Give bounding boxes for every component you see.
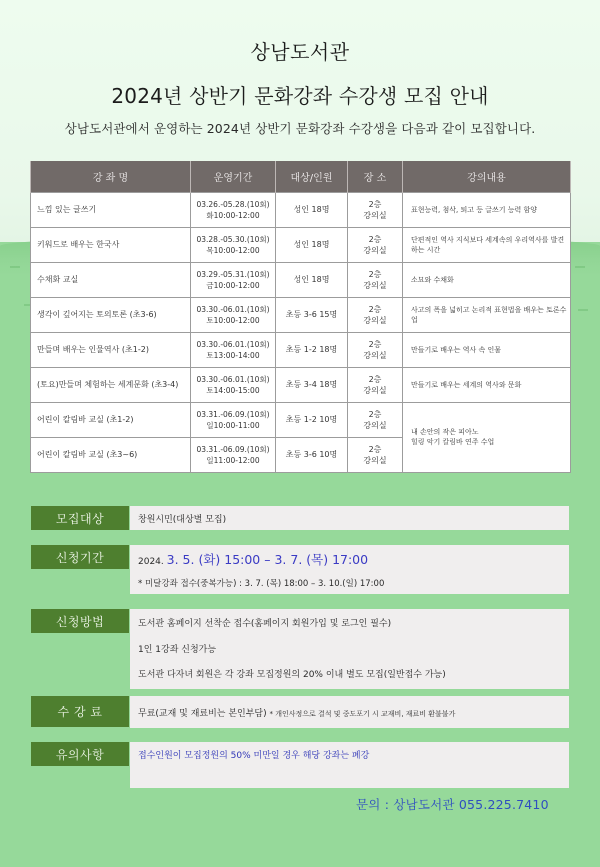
contact-info: 문의 : 상남도서관 055.225.7410 — [356, 797, 549, 812]
grass-decoration — [578, 305, 588, 311]
course-period — [191, 332, 276, 367]
period-main-line — [138, 550, 368, 568]
course-place — [348, 402, 403, 437]
place-room: 강의실 — [363, 210, 387, 220]
period-time: 금10:00-12:00 — [206, 280, 260, 290]
target-box — [130, 506, 569, 530]
col-header-target: 대상/인원 — [276, 161, 348, 192]
period-dates: 03.31.-06.09.(10회) — [196, 409, 270, 419]
course-period — [191, 367, 276, 402]
notice-label: 유의사항 — [31, 742, 129, 766]
course-content: 만들기로 배우는 역사 속 인물 — [403, 332, 571, 367]
place-floor: 2층 — [368, 269, 382, 279]
course-period — [191, 437, 276, 472]
content-line: 힐링 악기 칼림바 연주 수업 — [411, 438, 495, 446]
course-target: 성인 18명 — [276, 192, 348, 227]
course-period — [191, 262, 276, 297]
course-target: 초등 3-4 18명 — [276, 367, 348, 402]
target-text: 창원시민(대상별 모집) — [138, 515, 227, 525]
period-time: 토14:00-15:00 — [206, 385, 260, 395]
course-table — [30, 161, 571, 473]
place-floor: 2층 — [368, 374, 382, 384]
place-room: 강의실 — [363, 455, 387, 465]
course-place — [348, 367, 403, 402]
method-line: 도서관 홈페이지 선착순 접수(홈페이지 회원가입 및 로그인 필수) — [138, 619, 392, 629]
period-dates: 03.31.-06.09.(10회) — [196, 444, 270, 454]
target-label: 모집대상 — [31, 506, 129, 530]
course-place — [348, 437, 403, 472]
place-room: 강의실 — [363, 385, 387, 395]
course-content: 표현능력, 첨삭, 퇴고 등 글쓰기 능력 함양 — [403, 192, 571, 227]
course-place — [348, 262, 403, 297]
course-content: 만들기로 배우는 세계의 역사와 문화 — [403, 367, 571, 402]
fee-label: 수 강 료 — [31, 696, 129, 727]
course-place — [348, 192, 403, 227]
col-header-place: 장 소 — [348, 161, 403, 192]
course-place — [348, 297, 403, 332]
content-line: 내 손안의 작은 피아노 — [411, 428, 479, 436]
course-target: 초등 1-2 10명 — [276, 402, 348, 437]
course-target: 성인 18명 — [276, 262, 348, 297]
period-dates: 03.29.-05.31.(10회) — [196, 269, 270, 279]
place-floor: 2층 — [368, 339, 382, 349]
place-room: 강의실 — [363, 245, 387, 255]
course-name: 느낌 있는 글쓰기 — [31, 192, 191, 227]
period-time: 토13:00-14:00 — [206, 350, 260, 360]
course-target: 초등 3-6 10명 — [276, 437, 348, 472]
fee-box — [130, 696, 569, 728]
method-line: 1인 1강좌 신청가능 — [138, 645, 217, 655]
fee-note: * 개인사정으로 결석 및 중도포기 시 교재비, 재료비 환불불가 — [269, 710, 456, 718]
place-room: 강의실 — [363, 280, 387, 290]
method-box — [130, 609, 569, 689]
period-box — [130, 545, 569, 594]
grass-decoration — [575, 262, 585, 268]
place-room: 강의실 — [363, 315, 387, 325]
place-floor: 2층 — [368, 409, 382, 419]
table-row — [31, 332, 571, 367]
course-place — [348, 332, 403, 367]
course-content: 소묘와 수채화 — [403, 262, 571, 297]
course-name: 어린이 칼림바 교실 (초3~6) — [31, 437, 191, 472]
period-main: 3. 5. (화) 15:00 – 3. 7. (목) 17:00 — [166, 552, 369, 567]
notice-box — [130, 742, 569, 788]
org-title: 상남도서관 — [250, 40, 350, 64]
method-line: 도서관 다자녀 회원은 각 강좌 모집정원의 20% 이내 별도 모집(일반접수 가능) — [138, 670, 446, 680]
course-place — [348, 227, 403, 262]
course-name: 만들며 배우는 인물역사 (초1-2) — [31, 332, 191, 367]
place-room: 강의실 — [363, 350, 387, 360]
course-name: (토요)만들며 체험하는 세계문화 (초3-4) — [31, 367, 191, 402]
place-floor: 2층 — [368, 234, 382, 244]
page-subtitle: 상남도서관에서 운영하는 2024년 상반기 문화강좌 수강생을 다음과 같이 모집합니다. — [64, 121, 536, 136]
notice-text: 접수인원이 모집정원의 50% 미만일 경우 해당 강좌는 폐강 — [138, 751, 370, 761]
period-year: 2024. — [138, 557, 164, 567]
place-floor: 2층 — [368, 304, 382, 314]
period-time: 목10:00-12:00 — [206, 245, 260, 255]
grass-decoration — [10, 262, 20, 268]
period-time: 일11:00-12:00 — [206, 455, 260, 465]
period-dates: 03.30.-06.01.(10회) — [196, 304, 270, 314]
table-row — [31, 262, 571, 297]
table-row — [31, 192, 571, 227]
table-header-row — [31, 161, 571, 192]
table-row — [31, 402, 571, 437]
fee-text: 무료(교재 및 재료비는 본인부담) — [138, 709, 267, 719]
place-floor: 2층 — [368, 199, 382, 209]
page-title: 2024년 상반기 문화강좌 수강생 모집 안내 — [111, 84, 489, 108]
course-name: 키워드로 배우는 한국사 — [31, 227, 191, 262]
period-note: * 미달강좌 접수(중복가능) : 3. 7. (목) 18:00 – 3. 10.(일) 17:00 — [138, 579, 385, 589]
period-dates: 03.30.-06.01.(10회) — [196, 339, 270, 349]
table-row — [31, 297, 571, 332]
course-content: 사고의 폭을 넓히고 논리적 표현법을 배우는 토론수업 — [403, 297, 571, 332]
fee-line — [138, 706, 455, 719]
period-label: 신청기간 — [31, 545, 129, 569]
period-dates: 03.30.-06.01.(10회) — [196, 374, 270, 384]
course-name: 수채화 교실 — [31, 262, 191, 297]
course-target: 초등 3-6 15명 — [276, 297, 348, 332]
col-header-period: 운영기간 — [191, 161, 276, 192]
table-row — [31, 227, 571, 262]
period-time: 일10:00-11:00 — [206, 420, 260, 430]
course-content-merged — [403, 402, 571, 472]
course-period — [191, 192, 276, 227]
place-floor: 2층 — [368, 444, 382, 454]
course-period — [191, 227, 276, 262]
period-time: 토10:00-12:00 — [206, 315, 260, 325]
method-label: 신청방법 — [31, 609, 129, 633]
place-room: 강의실 — [363, 420, 387, 430]
table-row — [31, 367, 571, 402]
period-dates: 03.28.-05.30.(10회) — [196, 234, 270, 244]
course-name: 생각이 깊어지는 토의토론 (초3-6) — [31, 297, 191, 332]
course-target: 성인 18명 — [276, 227, 348, 262]
course-content: 단편적인 역사 지식보다 세계속의 우리역사를 발견하는 시간 — [403, 227, 571, 262]
col-header-content: 강의내용 — [403, 161, 571, 192]
course-period — [191, 297, 276, 332]
col-header-name: 강 좌 명 — [31, 161, 191, 192]
course-period — [191, 402, 276, 437]
course-name: 어린이 칼림바 교실 (초1-2) — [31, 402, 191, 437]
period-dates: 03.26.-05.28.(10회) — [196, 199, 270, 209]
course-target: 초등 1-2 18명 — [276, 332, 348, 367]
period-time: 화10:00-12:00 — [206, 210, 260, 220]
